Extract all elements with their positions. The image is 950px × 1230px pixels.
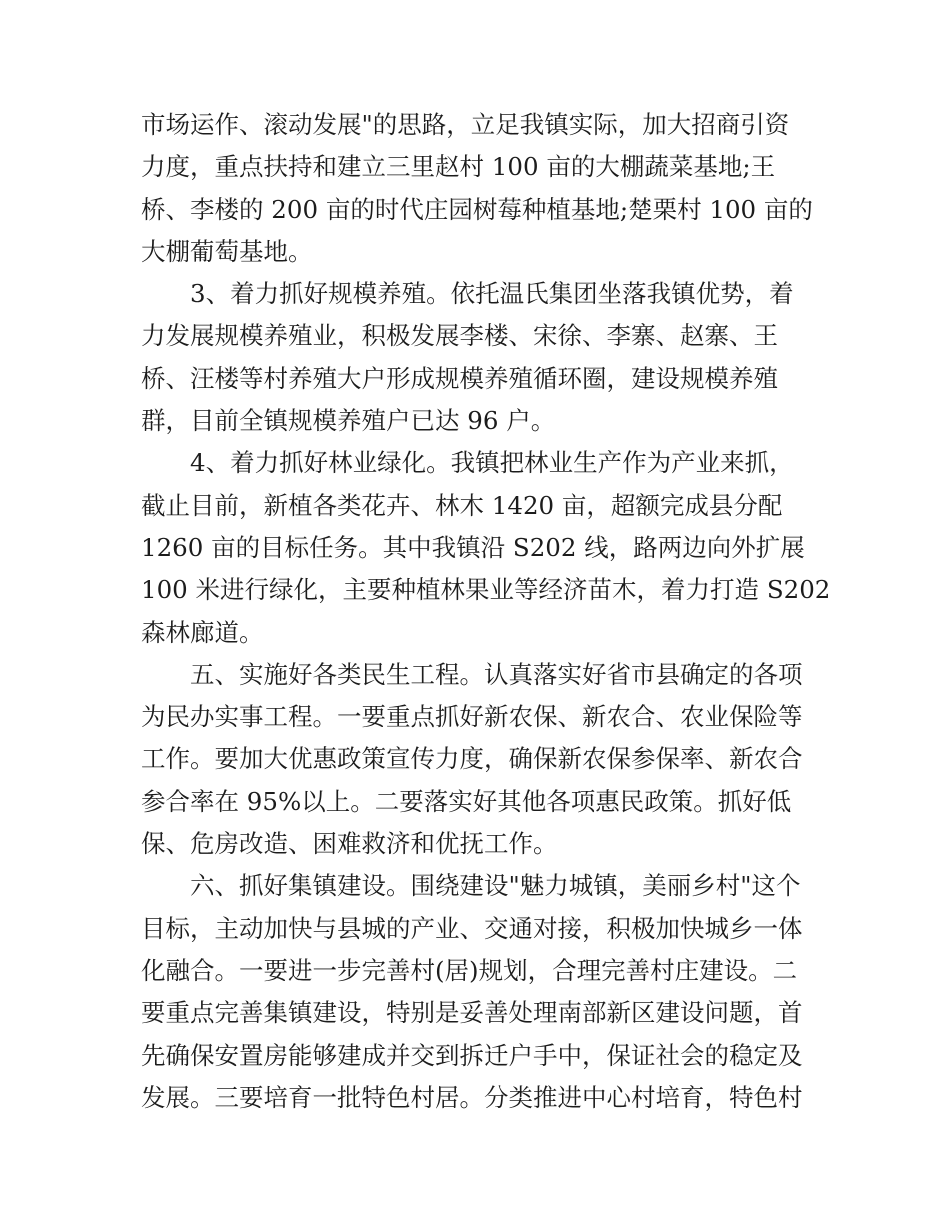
text-line: 目标，主动加快与县城的产业、交通对接，积极加快城乡一体 [141, 913, 803, 943]
text-line: 1260 亩的目标任务。其中我镇沿 S202 线，路两边向外扩展 [141, 532, 805, 562]
paragraph-forestry-greening [141, 442, 831, 653]
text-line: 五、实施好各类民生工程。认真落实好省市县确定的各项 [141, 659, 803, 689]
text-line: 保、危房改造、困难救济和优抚工作。 [141, 829, 558, 859]
text-line: 截止目前，新植各类花卉、林木 1420 亩，超额完成县分配 [141, 490, 783, 520]
text-line: 六、抓好集镇建设。围绕建设"魅力城镇，美丽乡村"这个 [141, 871, 801, 901]
text-line: 力度，重点扶持和建立三里赵村 100 亩的大棚蔬菜基地;王 [141, 152, 776, 182]
paragraph-market-operation [141, 104, 811, 273]
text-line: 桥、李楼的 200 亩的时代庄园树莓种植基地;楚栗村 100 亩的 [141, 194, 813, 224]
text-line: 桥、汪楼等村养殖大户形成规模养殖循环圈，建设规模养殖 [141, 363, 778, 393]
text-line: 力发展规模养殖业，积极发展李楼、宋徐、李寨、赵寨、王 [141, 321, 778, 351]
text-line: 发展。三要培育一批特色村居。分类推进中心村培育，特色村 [141, 1082, 803, 1112]
text-line: 为民办实事工程。一要重点抓好新农保、新农合、农业保险等 [141, 702, 803, 732]
paragraph-livestock-breeding [141, 273, 811, 442]
paragraph-town-construction [141, 865, 811, 1119]
text-line: 参合率在 95%以上。二要落实好其他各项惠民政策。抓好低 [141, 786, 792, 816]
text-line: 工作。要加大优惠政策宣传力度，确保新农保参保率、新农合 [141, 744, 803, 774]
text-line: 3、着力抓好规模养殖。依托温氏集团坐落我镇优势，着 [141, 279, 794, 309]
text-line: 要重点完善集镇建设，特别是妥善处理南部新区建设问题，首 [141, 998, 803, 1028]
text-line: 群，目前全镇规模养殖户已达 96 户。 [141, 406, 556, 436]
text-line: 市场运作、滚动发展"的思路，立足我镇实际，加大招商引资 [141, 110, 790, 139]
text-line: 化融合。一要进一步完善村(居)规划，合理完善村庄建设。二 [141, 955, 798, 985]
text-line: 森林廊道。 [141, 617, 264, 647]
text-line: 大棚葡萄基地。 [141, 236, 313, 266]
paragraph-livelihood-projects [141, 654, 811, 865]
document-body [141, 104, 831, 1119]
text-line: 先确保安置房能够建成并交到拆迁户手中，保证社会的稳定及 [141, 1040, 803, 1070]
text-line: 100 米进行绿化，主要种植林果业等经济苗木，着力打造 S202 [141, 575, 831, 605]
text-line: 4、着力抓好林业绿化。我镇把林业生产作为产业来抓， [141, 448, 794, 478]
